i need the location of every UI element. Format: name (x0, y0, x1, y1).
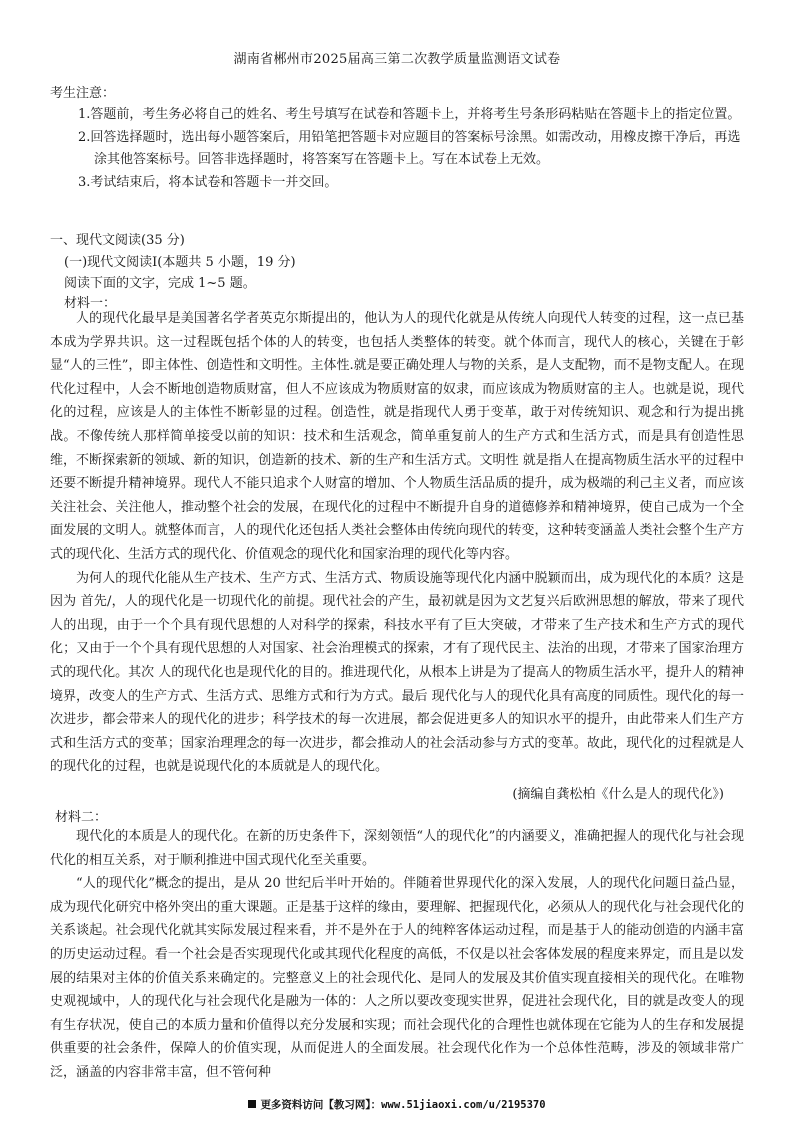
section-heading: 一、现代文阅读(35 分) (50, 233, 185, 248)
material1-paragraph: 人的现代化最早是美国著名学者英克尔斯提出的，他认为人的现代化就是从传统人向现代人转变的过程，这一点已基本成为学界共识。这一过程既包括个体的人的转变，也包括人类整体的转变。就个体而言，现代人的核心，关键在于彰显“人的三性”，即主体性、创造性和文明性。主体性.就是要正确处理人与物的关系，是人支配物，而不是物支配人。在现代化过程中，人会不断地创造物质财富，但人不应该成为物质财富的奴隶，而应该成为物质财富的主人。也就是说，现代化的过程，应该是人的主体性不断彰显的过程。创造性，就是指现代人勇于变革，敢于对传统知识、观念和行为提出挑战。不像传统人那样简单接受以前的知识：技术和生活观念，简单重复前人的生产方式和生活方式，而是具有创造性思维，不断探索新的领域、新的知识，创造新的技术、新的生产和生活方式。文明性 就是指人在提高物质生活水平的过程中还要不断提升精神境界。现代人不能只追求个人财富的增加、个人物质生活品质的提升，成为极端的利己主义者，而应该关注社会、关注他人，推动整个社会的发展，在现代化的过程中不断提升自身的道德修养和精神境界，使自己成为一个全面发展的文明人。就整体而言，人的现代化还包括人类社会整体由传统向现代的转变，这种转变涵盖人类社会整个生产方式的现代化、生活方式的现代化、价值观念的现代化和国家治理的现代化等内容。 (50, 311, 744, 562)
footer-link[interactable] (0, 1097, 794, 1112)
footer-text[interactable]: 更多资料访问【教习网】：www.51jiaoxi.com/u/2195370 (260, 1099, 546, 1111)
page-title: 湖南省郴州市2025届高三第二次教学质量监测语文试卷 (233, 52, 561, 67)
flag-icon (248, 1100, 256, 1108)
notice-list (78, 104, 748, 194)
material1-source: (摘编自龚松柏《什么是人的现代化》) (512, 787, 724, 802)
material1-paragraph: 为何人的现代化能从生产技术、生产方式、生活方式、物质设施等现代化内涵中脱颖而出，成为现代化的本质？这是因为 首先/，人的现代化是一切现代化的前提。现代社会的产生，最初就是因为文艺复兴后欧洲思想的解放，带来了现代人的出现，由于一个个具有现代思想的人对科学的探索，科技水平有了巨大突破，才带来了生产技术和生产方式的现代化；又由于一个个具有现代思想的人对国家、社会治理模式的探索，才有了现代民主、法治的出现，才带来了国家治理方式的现代化。其次 人的现代化也是现代化的目的。推进现代化，从根本上讲是为了提高人的物质生活水平，提升人的精神境界，改变人的生产方式、生活方式、思维方式和行为方式。最后 现代化与人的现代化具有高度的同质性。现代化的每一次进步，都会带来人的现代化的进步；科学技术的每一次进展，都会促进更多人的知识水平的提升，由此带来人们生产方式和生活方式的变革；国家治理理念的每一次进步，都会推动人的社会活动参与方式的变革。故此，现代化的过程就是人的现代化的过程，也就是说现代化的本质就是人的现代化。 (50, 570, 744, 775)
material2-label: 材料二： (55, 810, 108, 825)
notice-item: 3.考试结束后，将本试卷和答题卡一并交回。 (78, 174, 338, 190)
material1-label: 材料一： (64, 296, 117, 311)
sub-section-heading: (一)现代文阅读Ⅰ(本题共 5 小题，19 分) (64, 255, 296, 270)
material1-body (50, 307, 744, 779)
notice-heading: 考生注意： (50, 86, 116, 101)
notice-item: 1.答题前，考生务必将自己的姓名、考生号填写在试卷和答题卡上，并将考生号条形码粘贴在答题卡上的指定位置。 (78, 107, 741, 122)
notice-item: 2.回答选择题时，选出每小题答案后，用铅笔把答题卡对应题目的答案标号涂黑。如需改动，用橡皮擦干净后，再选涂其他答案标号。回答非选择题时，将答案写在答题卡上。写在本试卷上无效。 (78, 129, 741, 167)
material2-paragraph: 现代化的本质是人的现代化。在新的历史条件下，深刻领悟“人的现代化”的内涵要义，准确把握人的现代化与社会现代化的相互关系，对于顺利推进中国式现代化至关重要。 (50, 829, 744, 868)
material2-paragraph: “人的现代化”概念的提出，是从 20 世纪后半叶开始的。伴随着世界现代化的深入发展，人的现代化问题日益凸显，成为现代化研究中格外突出的重大课题。正是基于这样的缘由，要理解、把握现代化，必须从人的现代化与社会现代化的关系谈起。社会现代化就其实际发展过程来看，并不是外在于人的纯粹客体运动过程，而是基于人的能动创造的内涵丰富的历史运动过程。看一个社会是否实现现代化或其现代化程度的高低，不仅是以社会客体发展的程度来界定，而且是以发展的结果对主体的价值关系来确定的。完整意义上的社会现代化、是同人的发展及其价值实现直接相关的现代化。在唯物史观视域中，人的现代化与社会现代化是融为一体的：人之所以要改变现实世界，促进社会现代化，目的就是改变人的现有生存状况，使自己的本质力量和价值得以充分发展和实现；而社会现代化的合理性也就体现在它能为人的生存和发展提供重要的社会条件，保障人的价值实现，从而促进人的全面发展。社会现代化作为一个总体性范畴，涉及的领域非常广泛，涵盖的内容非常丰富，但不管何种 (50, 876, 744, 1080)
material2-body (50, 825, 744, 1085)
reading-instruction: 阅读下面的文字，完成 1~5 题。 (64, 276, 256, 291)
